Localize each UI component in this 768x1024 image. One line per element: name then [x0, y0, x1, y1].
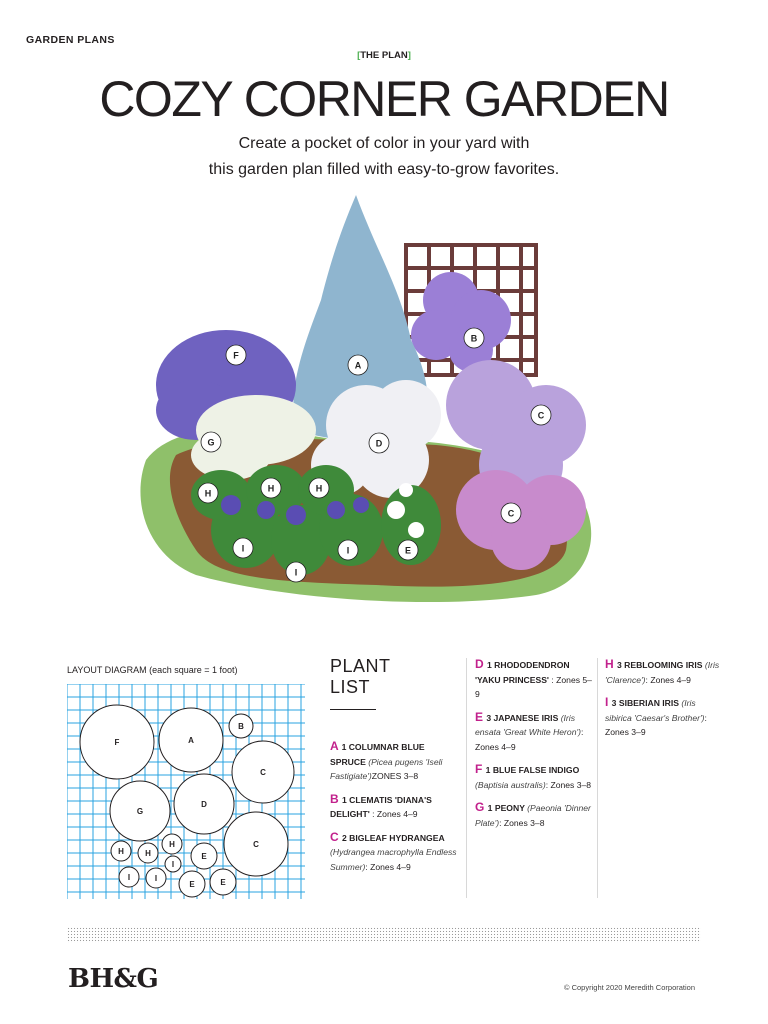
plant-latin-name: (Hydrangea macrophylla Endless Summer) — [330, 847, 457, 872]
plant-letter: E — [475, 709, 487, 724]
plant-name: 3 SIBERIAN IRIS — [611, 698, 682, 708]
layout-circle-label: E — [201, 852, 207, 861]
plant-letter: C — [330, 829, 342, 844]
dotted-divider — [67, 927, 701, 943]
bhg-logo: BH&G — [68, 964, 159, 994]
garden-illustration — [136, 190, 606, 610]
plant-latin-name: (Iris sibirica 'Caesar's Brother') — [605, 698, 705, 723]
plant-name: 1 PEONY — [487, 803, 528, 813]
layout-circle-label: I — [171, 860, 175, 869]
layout-diagram-label: LAYOUT DIAGRAM (each square = 1 foot) — [67, 665, 238, 675]
layout-circle-label: B — [238, 722, 244, 731]
plant-zones: : Zones 5–9 — [475, 674, 592, 699]
plant-zones: : Zones 4–9 — [365, 861, 411, 872]
plant-letter: D — [475, 657, 487, 671]
plant-zones: : Zones 4–9 — [475, 727, 584, 752]
plant-letter: A — [330, 739, 342, 753]
plant-list-title-line-1: PLANT — [330, 656, 391, 676]
illustration-marker-label: H — [267, 483, 275, 494]
kicker — [0, 50, 768, 61]
column-divider — [597, 658, 598, 898]
subtitle — [0, 131, 768, 183]
plant-list-title-line-2: LIST — [330, 677, 371, 697]
illustration-marker-label: I — [346, 545, 350, 556]
plant-name: 3 REBLOOMING IRIS — [617, 660, 705, 670]
illustration-marker-label: D — [375, 438, 383, 449]
illustration-marker-label: C — [537, 410, 545, 421]
plant-list-column-1 — [330, 739, 462, 882]
plant-name: 1 RHODODENDRON 'YAKU PRINCESS' — [475, 660, 570, 685]
illustration-marker-label: C — [507, 508, 515, 519]
layout-circle-label: D — [201, 800, 207, 809]
plant-entry — [475, 710, 595, 755]
layout-circle-label: E — [220, 878, 226, 887]
plant-zones: : Zones 4–9 — [372, 809, 418, 819]
plant-latin-name: (Baptisia australis) — [475, 779, 546, 790]
subtitle-line-2: this garden plan filled with easy-to-grow favorites. — [208, 161, 560, 178]
plant-list-column-2 — [475, 657, 595, 838]
plant-zones: : Zones 3–8 — [545, 779, 592, 790]
illustration-marker-label: I — [241, 543, 245, 554]
plant-letter: I — [605, 695, 612, 709]
kicker-bracket-open: [ — [357, 50, 361, 61]
layout-circle-label: H — [118, 847, 124, 856]
illustration-marker-label: G — [207, 437, 215, 448]
layout-circle-label: A — [188, 736, 194, 745]
kicker-text: THE PLAN — [360, 50, 408, 61]
plant-list-title — [330, 656, 391, 698]
plant-entry — [330, 739, 462, 784]
illustration-marker-label: F — [233, 350, 239, 361]
plant-entry — [605, 657, 723, 687]
layout-circle-label: H — [145, 849, 151, 858]
plant-zones: : Zones 3–9 — [605, 712, 707, 737]
kicker-bracket-close: ] — [407, 50, 411, 61]
illustration-marker-label: A — [354, 360, 362, 371]
page-title: COZY CORNER GARDEN — [99, 71, 669, 127]
copyright: © Copyright 2020 Meredith Corporation — [563, 983, 695, 992]
plant-entry — [330, 792, 462, 822]
layout-circle-label: C — [253, 840, 259, 849]
plant-letter: H — [605, 657, 617, 671]
illustration-marker-label: I — [294, 567, 298, 578]
plant-entry — [475, 762, 595, 792]
plant-name: 2 BIGLEAF HYDRANGEA — [342, 832, 445, 843]
layout-circle-label: I — [154, 874, 158, 883]
plant-entry — [605, 695, 723, 740]
plant-list-divider — [330, 709, 376, 710]
plant-entry — [475, 657, 595, 702]
plant-latin-name: (Iris ensata 'Great White Heron') — [475, 712, 581, 737]
plant-name: 1 COLUMNAR BLUE SPRUCE — [330, 742, 425, 767]
layout-circle-label: C — [260, 768, 266, 777]
plant-zones: ZONES 3–8 — [371, 771, 419, 781]
column-divider — [466, 658, 467, 898]
plant-letter: B — [330, 791, 342, 806]
plant-latin-name: (Picea pugens 'Iseli Fastigiate') — [330, 756, 443, 781]
illustration-marker-label: B — [470, 333, 478, 344]
plant-list-column-3 — [605, 657, 723, 748]
illustration-marker-label: E — [404, 545, 412, 556]
plant-zones: : Zones 3–8 — [499, 817, 545, 828]
illustration-marker-label: H — [204, 488, 212, 499]
plant-name: 1 BLUE FALSE INDIGO — [485, 765, 580, 775]
plant-latin-name: (Paeonia 'Dinner Plate') — [475, 803, 591, 828]
subtitle-line-1: Create a pocket of color in your yard with — [238, 135, 530, 152]
section-label: GARDEN PLANS — [26, 34, 115, 46]
layout-circle-label: G — [136, 807, 144, 816]
illustration-marker-label: H — [315, 483, 323, 494]
plant-letter: F — [475, 762, 486, 776]
layout-circle-label: E — [189, 880, 195, 889]
layout-circle-label: F — [114, 738, 120, 747]
plant-entry — [475, 800, 595, 830]
layout-circle-label: I — [127, 873, 131, 882]
plant-entry — [330, 830, 462, 875]
plant-name: 3 JAPANESE IRIS — [486, 712, 561, 723]
plant-zones: : Zones 4–9 — [645, 674, 691, 685]
layout-circle-label: H — [169, 840, 175, 849]
plant-latin-name: (Iris 'Clarence') — [605, 660, 720, 685]
plant-letter: G — [475, 800, 488, 814]
plant-name: 1 CLEMATIS 'DIANA'S DELIGHT' — [330, 794, 432, 819]
layout-diagram — [67, 684, 305, 899]
